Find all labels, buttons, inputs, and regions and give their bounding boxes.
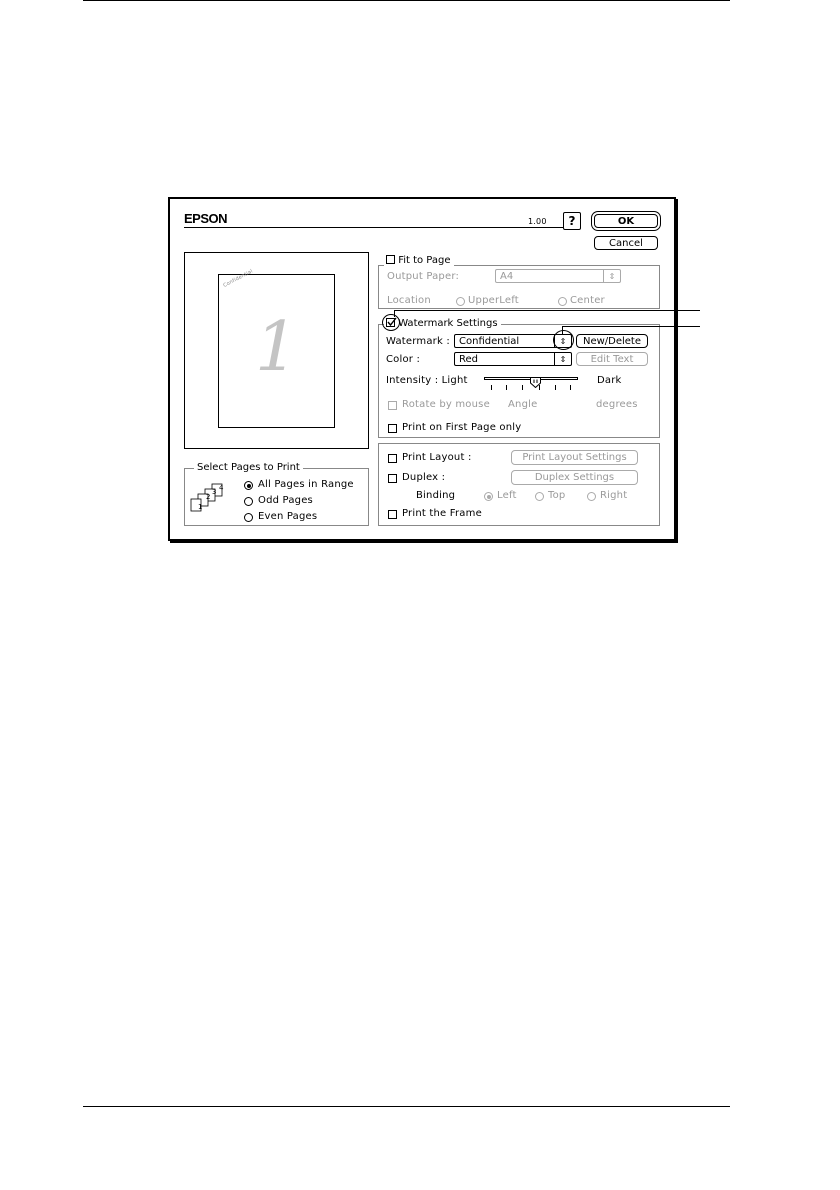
duplex-checkbox[interactable] — [388, 474, 397, 483]
binding-label: Binding — [416, 490, 456, 501]
pages-radio-even[interactable] — [244, 513, 253, 522]
slider-tick — [570, 385, 571, 390]
watermark-label: Watermark : — [386, 336, 450, 347]
fit-to-page-checkbox[interactable] — [386, 255, 395, 264]
print-layout-settings-button[interactable]: Print Layout Settings — [511, 450, 638, 465]
pages-option-all: All Pages in Range — [258, 479, 354, 490]
location-option-center: Center — [570, 295, 605, 306]
edit-text-button[interactable]: Edit Text — [576, 352, 648, 366]
slider-tick — [522, 385, 523, 390]
color-label: Color : — [386, 354, 421, 365]
location-label: Location — [387, 295, 431, 306]
select-arrows-icon: ⇕ — [603, 270, 620, 282]
output-paper-label: Output Paper: — [387, 271, 460, 282]
rotate-by-mouse-label: Rotate by mouse — [402, 399, 490, 410]
brand-logo: EPSON — [184, 211, 228, 226]
intensity-slider[interactable] — [484, 374, 578, 394]
pages-radio-all[interactable] — [244, 481, 253, 490]
binding-option-right: Right — [600, 490, 628, 501]
callout-circle-checkbox — [382, 314, 400, 331]
binding-option-left: Left — [497, 490, 517, 501]
svg-text:3: 3 — [212, 488, 217, 496]
print-settings-dialog — [168, 197, 676, 541]
svg-text:2: 2 — [206, 493, 211, 501]
cancel-button[interactable]: Cancel — [594, 236, 658, 250]
watermark-settings-label: Watermark Settings — [398, 318, 498, 329]
location-option-upperleft: UpperLeft — [468, 295, 519, 306]
page-top-rule — [83, 0, 730, 1]
help-icon: ? — [568, 214, 576, 228]
preview-page-number: 1 — [255, 308, 299, 387]
pages-radio-odd[interactable] — [244, 497, 253, 506]
print-frame-checkbox[interactable] — [388, 510, 397, 519]
rotate-by-mouse-checkbox[interactable] — [388, 401, 397, 410]
watermark-settings-header — [384, 318, 501, 330]
svg-text:4: 4 — [219, 484, 224, 492]
fit-to-page-label: Fit to Page — [398, 255, 451, 266]
slider-tick — [506, 385, 507, 390]
first-page-only-checkbox[interactable] — [388, 424, 397, 433]
color-value: Red — [459, 354, 478, 365]
page-bottom-rule — [83, 1106, 730, 1107]
location-radio-center[interactable] — [558, 297, 567, 306]
print-layout-label: Print Layout : — [402, 452, 472, 463]
fit-to-page-header — [384, 255, 454, 267]
binding-radio-right[interactable] — [587, 492, 596, 501]
select-arrows-icon: ⇕ — [554, 335, 571, 347]
callout-line-checkbox — [395, 310, 700, 311]
callout-line-checkbox-drop — [394, 310, 395, 317]
preview-page — [218, 268, 335, 428]
print-layout-checkbox[interactable] — [388, 454, 397, 463]
watermark-value: Confidential — [459, 336, 520, 347]
svg-text:1: 1 — [198, 503, 203, 511]
page-preview-panel — [184, 252, 369, 449]
angle-label: Angle — [508, 399, 538, 410]
pages-option-even: Even Pages — [258, 511, 318, 522]
binding-option-top: Top — [548, 490, 566, 501]
select-pages-title: Select Pages to Print — [194, 462, 303, 474]
slider-tick — [555, 385, 556, 390]
new-delete-button[interactable]: New/Delete — [576, 334, 648, 348]
output-paper-select[interactable] — [495, 269, 621, 283]
pages-option-odd: Odd Pages — [258, 495, 313, 506]
location-radio-upperleft[interactable] — [456, 297, 465, 306]
slider-tick — [491, 385, 492, 390]
ok-button[interactable]: OK — [594, 214, 658, 228]
pages-stack-icon — [190, 482, 232, 512]
duplex-label: Duplex : — [402, 472, 446, 483]
color-select[interactable] — [454, 352, 572, 366]
first-page-only-label: Print on First Page only — [402, 422, 522, 433]
header-divider — [184, 227, 566, 228]
print-frame-label: Print the Frame — [402, 508, 482, 519]
intensity-dark-label: Dark — [597, 375, 622, 386]
preview-watermark-text: Confidential — [222, 268, 254, 289]
version-label: 1.00 — [528, 217, 547, 226]
degrees-label: degrees — [596, 399, 638, 410]
binding-radio-top[interactable] — [535, 492, 544, 501]
slider-thumb[interactable] — [530, 373, 541, 384]
output-paper-value: A4 — [500, 271, 514, 282]
binding-radio-left[interactable] — [484, 492, 493, 501]
callout-circle-select — [553, 330, 574, 350]
intensity-label: Intensity : Light — [386, 375, 468, 386]
select-arrows-icon: ⇕ — [554, 353, 571, 365]
callout-line-select-drop — [562, 326, 563, 334]
help-button[interactable] — [563, 212, 581, 230]
callout-line-select — [562, 326, 700, 327]
duplex-settings-button[interactable]: Duplex Settings — [511, 470, 638, 485]
